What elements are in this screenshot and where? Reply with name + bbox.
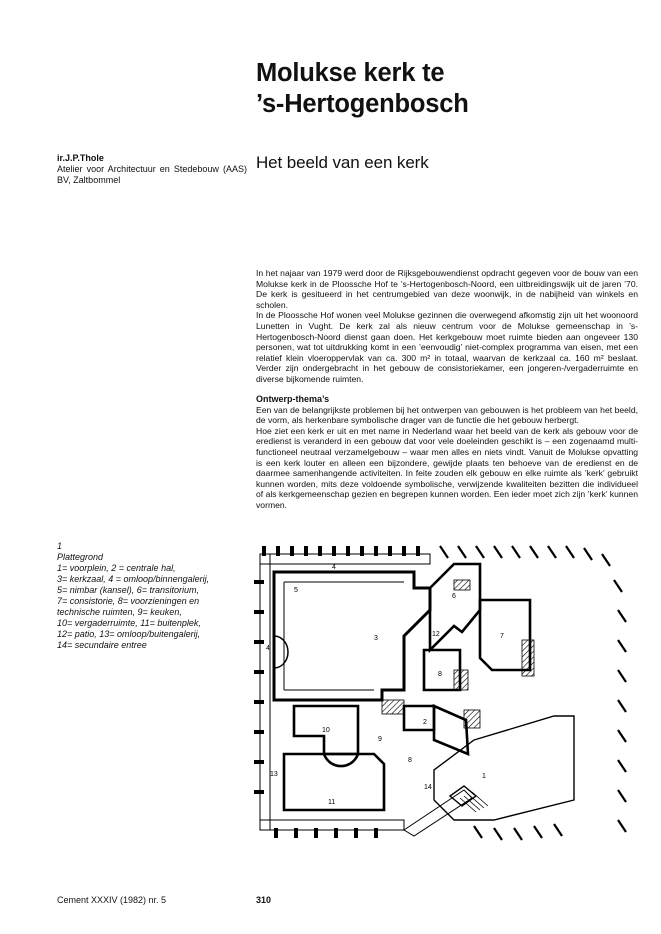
inner-gallery	[284, 582, 404, 690]
caption-line: 1= voorplein, 2 = centrale hal,	[57, 563, 176, 573]
author-name: ir.J.P.Thole	[57, 153, 104, 163]
section-paragraph: Hoe ziet een kerk er uit en met name in Nederland waar het beeld van de kerk als gebouw voor de eredienst is veranderd in een gebouw dat voor vele doeleinden geschikt is – een zogenaamd multi-functioneel neutraal verzamelgebouw – waar men alles en niets vindt. Vanuit de Molukse opvatting is een kerk louter en alleen een bijzondere, gewijde plaats ten behoeve van de eredienst en de daarmee samenhangende activiteiten. In feite zouden elk gebouw en elke ruimte als ’kerk’ gebruikt kunnen worden, mits deze voldoende symbolische, verwijzende kwaliteiten bezitten die individueel of als kerkgemeenschap gezien en begrepen kunnen worden. Een ieder moet zich zijn ’kerk’ kunnen vormen.	[256, 425, 638, 510]
plan-label-13: 13	[270, 771, 278, 778]
caption-line: 10= vergaderruimte, 11= buitenplek,	[57, 618, 201, 628]
caption-line: 7= consistorie, 8= voorzieningen en	[57, 596, 200, 606]
caption-line: 3= kerkzaal, 4 = omloop/binnengalerij,	[57, 574, 210, 584]
floor-plan-drawing	[254, 540, 640, 844]
meeting-and-outdoor	[284, 706, 384, 810]
plan-label-9: 9	[378, 736, 382, 743]
body-paragraph: In de Ploossche Hof wonen veel Molukse gezinnen die overwegend afkomstig zijn uit het woonoord Lunetten in Vught. De kerk zal als nieuw centrum voor de Molukse gemeenschap in ’s-Hertogenbosch-Noord dienst gaan doen. Het kerkgebouw moet ruimte bieden aan ongeveer 130 personen, wat tot uitdrukking komt in een ’eenvoudig’ niet-complex programma van eisen, met een relatief klein vloeroppervlak van ca. 300 m² in totaal, waarvan de kerkzaal ca. 160 m² beslaat. Verder zijn ondergebracht in het gebouw de consistoriekamer, een jongeren-/vergaderruimte en diverse bijkomende ruimten.	[256, 310, 638, 384]
plan-label-8-lower: 8	[408, 757, 412, 764]
plan-label-14: 14	[424, 784, 432, 791]
plan-label-6: 6	[452, 593, 456, 600]
caption-line: 14= secundaire entree	[57, 640, 147, 650]
caption-line: 12= patio, 13= omloop/buitengalerij,	[57, 629, 201, 639]
figure-caption	[57, 541, 247, 651]
caption-line: technische ruimten, 9= keuken,	[57, 607, 182, 617]
plan-label-11: 11	[328, 799, 336, 806]
apse	[274, 636, 288, 668]
plan-label-3: 3	[374, 635, 378, 642]
article-subtitle: Het beeld van een kerk	[256, 153, 429, 172]
outer-colonnade	[260, 554, 472, 836]
author-affiliation: Atelier voor Architectuur en Stedebouw (AAS) BV, Zaltbommel	[57, 164, 247, 185]
plan-label-5: 5	[294, 587, 298, 594]
section-paragraph: Een van de belangrijkste problemen bij het ontwerpen van gebouwen is het probleem van het beeld, de vorm, als herkenbare symbolische drager van de functie die het gebouw herbergt.	[256, 404, 638, 426]
title-line-1: Molukse kerk te	[256, 59, 445, 87]
article-title	[256, 58, 636, 120]
plan-label-12: 12	[432, 631, 440, 638]
colonnade-posts	[254, 546, 420, 838]
plan-label-7: 7	[500, 633, 504, 640]
section-heading: Ontwerp-thema’s	[256, 393, 330, 404]
plan-label-4-top: 4	[332, 564, 336, 571]
caption-number: 1	[57, 541, 63, 551]
title-line-2: ’s-Hertogenbosch	[256, 90, 469, 118]
footer-page-number: 310	[256, 895, 272, 905]
article-body	[256, 268, 638, 510]
body-paragraph: In het najaar van 1979 werd door de Rijksgebouwendienst opdracht gegeven voor de bouw van een Molukse kerk in de Ploossche Hof te ’s-Hertogenbosch-Noord, een uitbreidingswijk uit de jaren ’70. De kerk is gesitueerd in het centrumgebied van deze woonwijk, in de nabijheid van winkels en scholen.	[256, 268, 638, 310]
plan-label-4-left: 4	[266, 645, 270, 652]
footer-journal: Cement XXXIV (1982) nr. 5	[57, 895, 167, 905]
forecourt	[434, 716, 574, 820]
plan-label-1: 1	[482, 773, 486, 780]
caption-title: Plattegrond	[57, 552, 104, 562]
plan-label-10: 10	[322, 727, 330, 734]
plan-label-2: 2	[423, 719, 427, 726]
plan-label-8-upper: 8	[438, 671, 442, 678]
author-block	[57, 153, 247, 186]
caption-line: 5= nimbar (kansel), 6= transitorium,	[57, 585, 200, 595]
